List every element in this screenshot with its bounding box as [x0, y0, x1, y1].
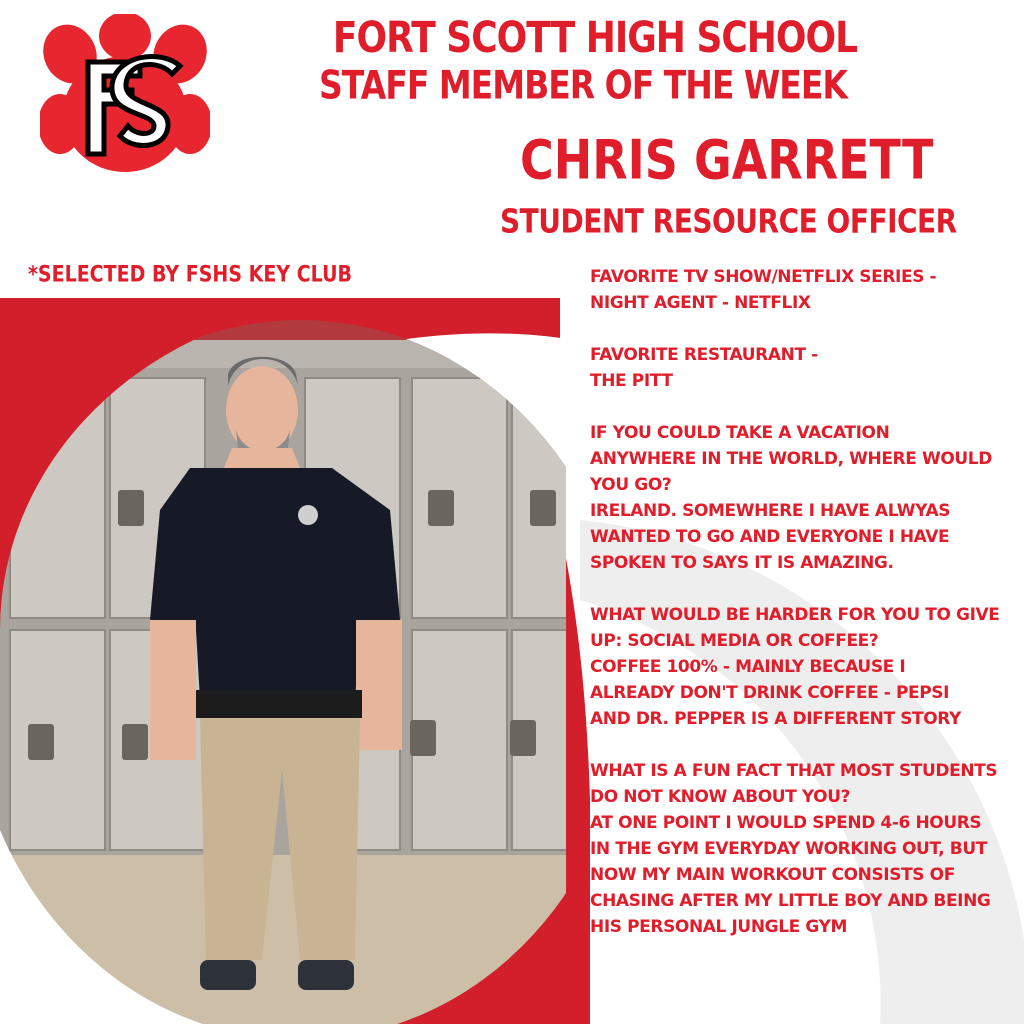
staff-name: CHRIS GARRETT	[520, 128, 934, 192]
qa-line: IRELAND. SOMEWHERE I HAVE ALWYAS	[590, 501, 951, 521]
qa-line: IF YOU COULD TAKE A VACATION	[590, 423, 890, 443]
selected-by-note: *SELECTED BY FSHS KEY CLUB	[28, 262, 352, 288]
qa-line: COFFEE 100% - MAINLY BECAUSE I	[590, 657, 906, 677]
qa-line: UP: SOCIAL MEDIA OR COFFEE?	[590, 631, 879, 651]
qa-line: AT ONE POINT I WOULD SPEND 4-6 HOURS	[590, 813, 982, 833]
staff-role: STUDENT RESOURCE OFFICER	[500, 202, 957, 241]
school-title: FORT SCOTT HIGH SCHOOL	[332, 14, 858, 63]
qa-social-media-coffee	[590, 602, 1020, 732]
qa-line: SPOKEN TO SAYS IT IS AMAZING.	[590, 553, 894, 573]
qa-line: DO NOT KNOW ABOUT YOU?	[590, 787, 851, 807]
qa-line: NOW MY MAIN WORKOUT CONSISTS OF	[590, 865, 955, 885]
qa-restaurant	[590, 342, 1020, 394]
qa-line: AND DR. PEPPER IS A DIFFERENT STORY	[590, 709, 961, 729]
qa-line: CHASING AFTER MY LITTLE BOY AND BEING	[590, 891, 991, 911]
qa-fun-fact	[590, 758, 1020, 940]
qa-line: ANYWHERE IN THE WORLD, WHERE WOULD	[590, 449, 992, 469]
qa-line: FAVORITE TV SHOW/NETFLIX SERIES -	[590, 267, 937, 287]
qa-vacation	[590, 420, 1020, 576]
qa-line: WHAT IS A FUN FACT THAT MOST STUDENTS	[590, 761, 998, 781]
qa-line: YOU GO?	[590, 475, 672, 495]
qa-line: THE PITT	[590, 371, 673, 391]
qa-section	[590, 264, 1020, 966]
qa-line: HIS PERSONAL JUNGLE GYM	[590, 917, 847, 937]
staff-of-week-title: STAFF MEMBER OF THE WEEK	[319, 62, 847, 109]
qa-line: NIGHT AGENT - NETFLIX	[590, 293, 811, 313]
qa-line: WANTED TO GO AND EVERYONE I HAVE	[590, 527, 950, 547]
qa-line: FAVORITE RESTAURANT -	[590, 345, 818, 365]
school-logo	[40, 14, 210, 184]
paw-print-icon	[40, 14, 210, 184]
qa-line: WHAT WOULD BE HARDER FOR YOU TO GIVE	[590, 605, 1000, 625]
qa-tv-show	[590, 264, 1020, 316]
qa-line: IN THE GYM EVERYDAY WORKING OUT, BUT	[590, 839, 987, 859]
qa-line: ALREADY DON'T DRINK COFFEE - PEPSI	[590, 683, 950, 703]
